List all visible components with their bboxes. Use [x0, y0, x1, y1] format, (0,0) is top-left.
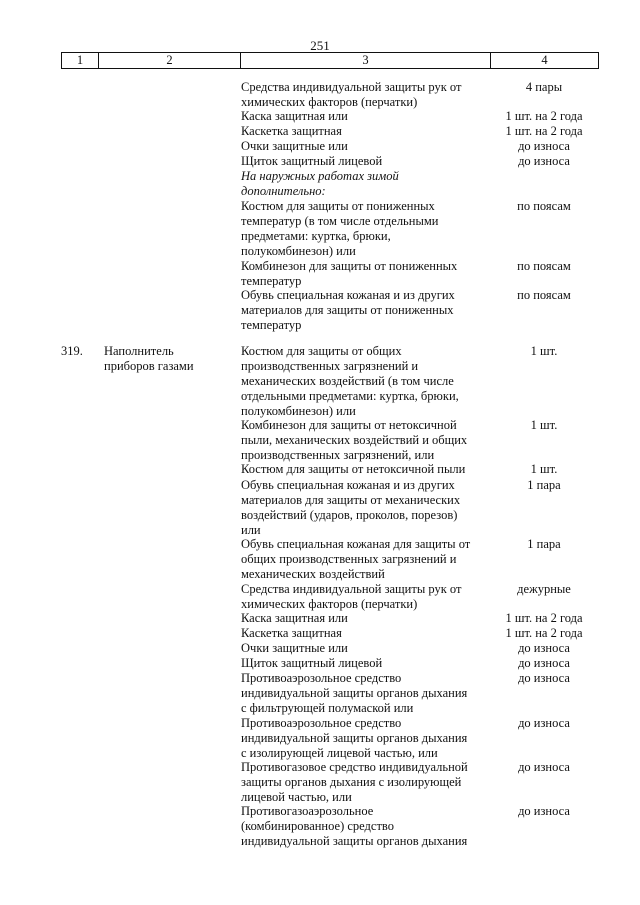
item-line: Средства индивидуальной защиты рук от	[241, 80, 462, 94]
ppe-item	[241, 109, 486, 124]
issue-norm: по поясам	[517, 199, 571, 213]
item-line: Каскетка защитная	[241, 626, 342, 640]
item-line: Комбинезон для защиты от пониженных	[241, 259, 458, 273]
issue-norm: до износа	[518, 641, 570, 655]
item-line: механических воздействий (в том числе	[241, 374, 454, 388]
item-line: Щиток защитный лицевой	[241, 154, 383, 168]
ppe-item	[241, 288, 486, 333]
item-line: Костюм для защиты от нетоксичной пыли	[241, 462, 466, 476]
issue-norm: 1 шт. на 2 года	[505, 109, 583, 123]
item-line: защиты органов дыхания с изолирующей	[241, 775, 462, 789]
profession-line: приборов газами	[104, 359, 194, 373]
item-line: полукомбинезон) или	[241, 404, 356, 418]
ppe-item	[241, 641, 486, 656]
item-line: или	[241, 523, 261, 537]
column-header-2: 2	[98, 53, 240, 68]
issue-norm: до износа	[518, 760, 570, 774]
issue-norm: до износа	[518, 154, 570, 168]
item-line: Очки защитные или	[241, 641, 348, 655]
item-line: Каска защитная или	[241, 611, 348, 625]
item-line: Обувь специальная кожаная и из других	[241, 288, 455, 302]
item-line: производственных загрязнений и	[241, 359, 419, 373]
item-line: пыли, механических воздействий и общих	[241, 433, 468, 447]
issue-norm: 1 шт.	[530, 462, 558, 476]
item-line: химических факторов (перчатки)	[241, 597, 418, 611]
item-line: производственных загрязнений, или	[241, 448, 435, 462]
ppe-item	[241, 259, 486, 289]
issue-norm: 1 шт.	[530, 418, 558, 432]
column-header-4: 4	[490, 53, 598, 68]
issue-norm: дежурные	[517, 582, 571, 596]
ppe-item	[241, 124, 486, 139]
ppe-item	[241, 656, 486, 671]
issue-norm: до износа	[518, 804, 570, 818]
item-line: Щиток защитный лицевой	[241, 656, 383, 670]
item-line: (комбинированное) средство	[241, 819, 394, 833]
ppe-item	[241, 154, 486, 169]
item-line: материалов для защиты от пониженных	[241, 303, 454, 317]
ppe-item	[241, 582, 486, 612]
issue-norm: по поясам	[517, 259, 571, 273]
item-line: Костюм для защиты от пониженных	[241, 199, 435, 213]
issue-norm: 1 шт. на 2 года	[505, 626, 583, 640]
item-line: Обувь специальная кожаная и из других	[241, 478, 455, 492]
item-line: На наружных работах зимой	[241, 169, 399, 183]
item-line: полукомбинезон) или	[241, 244, 356, 258]
item-line: Каска защитная или	[241, 109, 348, 123]
item-line: Противогазоаэрозольное	[241, 804, 374, 818]
ppe-item	[241, 478, 486, 538]
item-line: индивидуальной защиты органов дыхания	[241, 834, 468, 848]
ppe-item	[241, 671, 486, 716]
column-header-3: 3	[240, 53, 490, 68]
ppe-item	[241, 537, 486, 582]
item-line: лицевой частью, или	[241, 790, 352, 804]
item-line: температур	[241, 318, 302, 332]
item-line: индивидуальной защиты органов дыхания	[241, 686, 468, 700]
item-line: Комбинезон для защиты от нетоксичной	[241, 418, 457, 432]
item-line: дополнительно:	[241, 184, 326, 198]
item-line: материалов для защиты от механических	[241, 493, 461, 507]
item-line: Противогазовое средство индивидуальной	[241, 760, 468, 774]
issue-norm: 1 пара	[527, 537, 561, 551]
item-line: температур	[241, 274, 302, 288]
item-line: Обувь специальная кожаная для защиты от	[241, 537, 471, 551]
issue-norm: до износа	[518, 716, 570, 730]
issue-norm: до износа	[518, 656, 570, 670]
ppe-item	[241, 139, 486, 154]
issue-norm: до износа	[518, 139, 570, 153]
issue-norm: 1 пара	[527, 478, 561, 492]
column-header-1: 1	[76, 53, 84, 67]
item-line: с изолирующей лицевой частью, или	[241, 746, 438, 760]
issue-norm: 4 пары	[525, 80, 563, 94]
item-line: температур (в том числе отдельными	[241, 214, 439, 228]
item-line: воздействий (ударов, проколов, порезов)	[241, 508, 458, 522]
item-line: Каскетка защитная	[241, 124, 342, 138]
ppe-item	[241, 418, 486, 463]
profession-name	[104, 344, 234, 374]
ppe-item	[241, 611, 486, 626]
section-note	[241, 169, 486, 199]
profession-line: Наполнитель	[104, 344, 174, 358]
issue-norm: до износа	[518, 671, 570, 685]
ppe-item	[241, 344, 486, 419]
issue-norm: 1 шт. на 2 года	[505, 611, 583, 625]
ppe-item	[241, 462, 486, 477]
item-line: предметами: куртка, брюки,	[241, 229, 391, 243]
item-line: механических воздействий	[241, 567, 385, 581]
item-line: Противоаэрозольное средство	[241, 671, 402, 685]
issue-norm: 1 шт. на 2 года	[505, 124, 583, 138]
ppe-item	[241, 626, 486, 641]
item-line: отдельными предметами: куртка, брюки,	[241, 389, 459, 403]
issue-norm: 1 шт.	[530, 344, 558, 358]
ppe-item	[241, 716, 486, 761]
item-line: химических факторов (перчатки)	[241, 95, 418, 109]
item-line: Очки защитные или	[241, 139, 348, 153]
ppe-item	[241, 804, 486, 849]
item-line: Противоаэрозольное средство	[241, 716, 402, 730]
item-line: общих производственных загрязнений и	[241, 552, 457, 566]
issue-norm: по поясам	[517, 288, 571, 302]
row-number: 319.	[61, 344, 83, 358]
ppe-item	[241, 80, 486, 110]
page-number: 251	[310, 38, 330, 53]
ppe-item	[241, 760, 486, 805]
item-line: Костюм для защиты от общих	[241, 344, 402, 358]
item-line: Средства индивидуальной защиты рук от	[241, 582, 462, 596]
item-line: с фильтрующей полумаской или	[241, 701, 414, 715]
item-line: индивидуальной защиты органов дыхания	[241, 731, 468, 745]
ppe-item	[241, 199, 486, 259]
